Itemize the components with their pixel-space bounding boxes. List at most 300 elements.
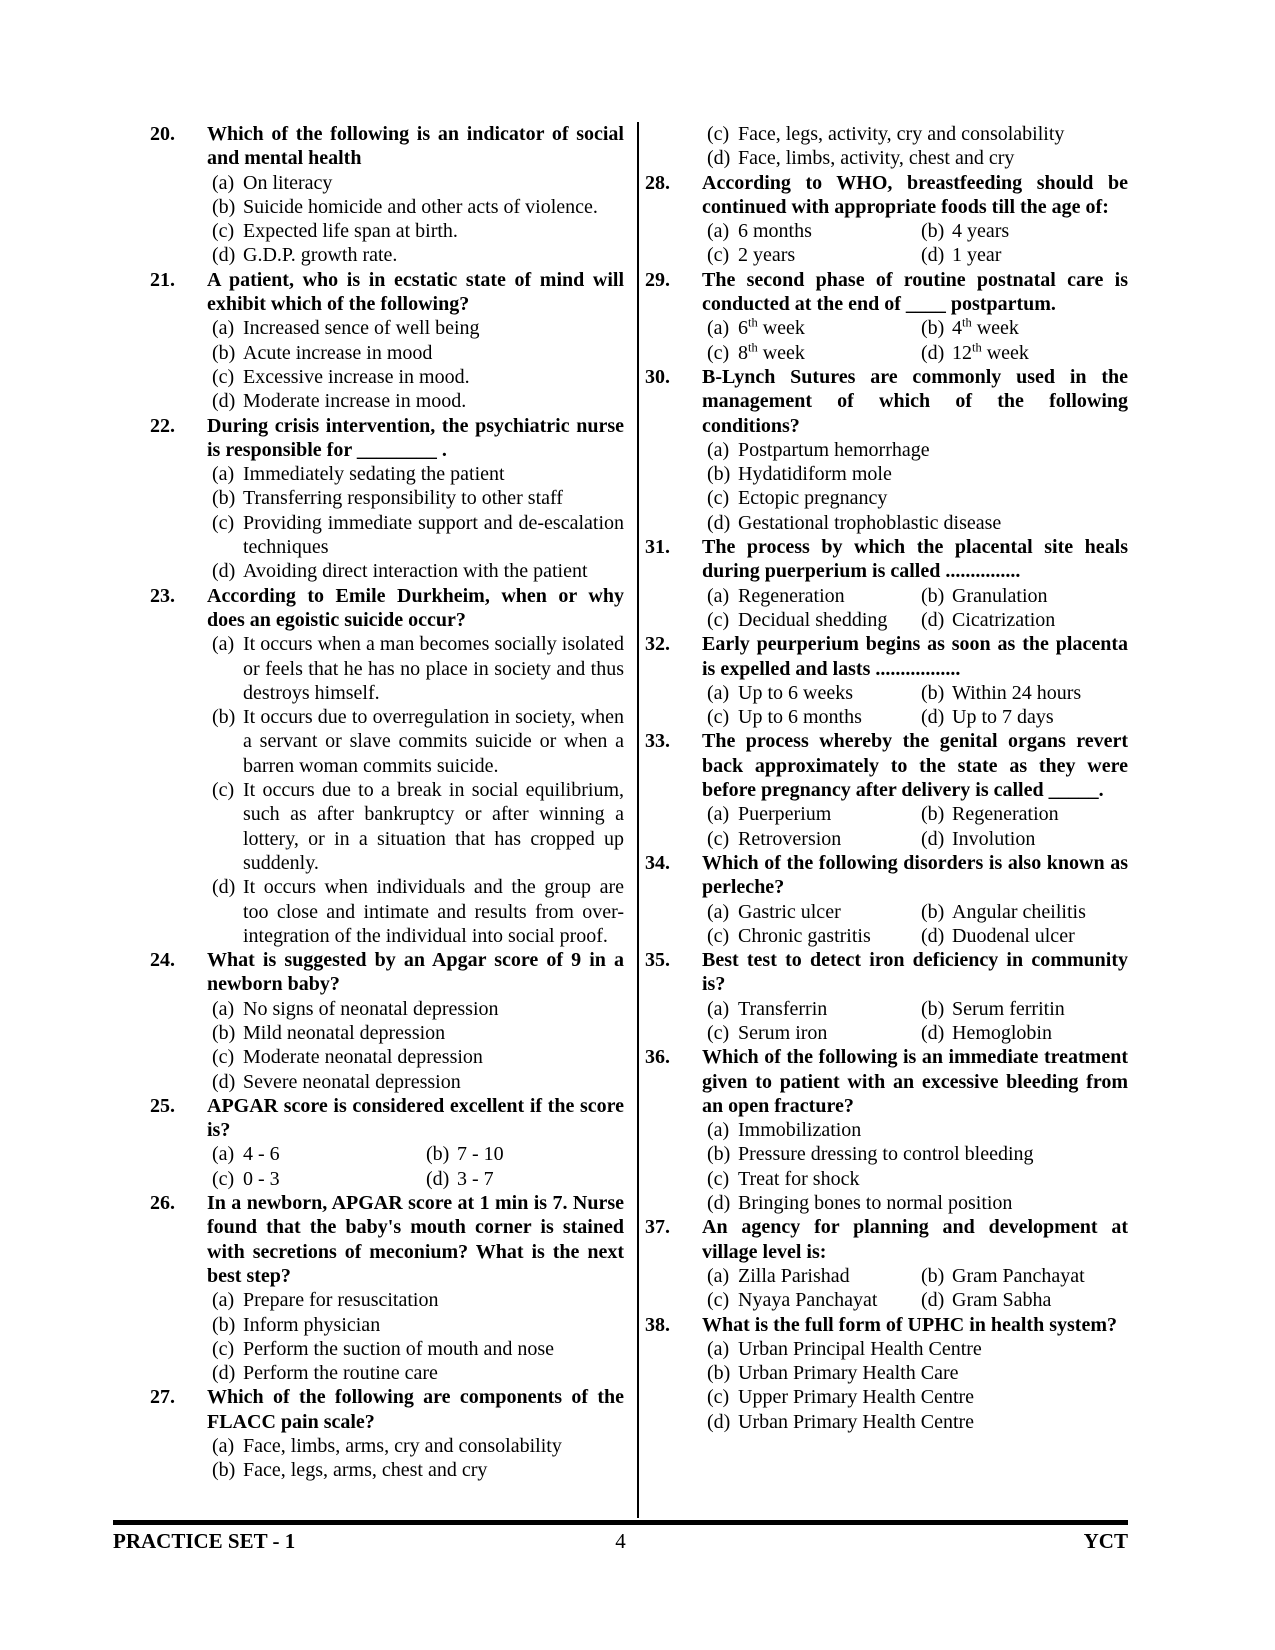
option-label: (a) (212, 463, 235, 486)
question (645, 729, 1128, 850)
option-text: Urban Principal Health Centre (738, 1337, 982, 1360)
option-label: (c) (707, 1021, 730, 1044)
question (645, 1045, 1128, 1215)
option-text: Cicatrization (952, 608, 1056, 631)
option-text: Excessive increase in mood. (243, 365, 470, 388)
option (212, 511, 624, 560)
option-text: Acute increase in mood (243, 341, 433, 364)
option (707, 1361, 1128, 1385)
option-label: (b) (212, 341, 236, 364)
option-text: Upper Primary Health Centre (738, 1386, 975, 1409)
option (707, 316, 921, 340)
option-label: (a) (707, 317, 730, 340)
question (150, 584, 624, 948)
question-text: Which of the following is an indicator of social and mental health (207, 123, 624, 170)
question-body (207, 268, 624, 414)
option (212, 486, 624, 510)
question-number: 28. (645, 171, 670, 194)
footer-page-number: 4 (615, 1529, 626, 1553)
option (212, 219, 624, 243)
option (212, 195, 624, 219)
question-number: 23. (150, 584, 175, 607)
option-text: Up to 6 weeks (738, 681, 853, 704)
option-label: (a) (707, 220, 730, 243)
options-list (207, 171, 624, 268)
options-list (702, 584, 1128, 633)
question-number: 35. (645, 949, 670, 972)
options-list (702, 900, 1128, 949)
option-text: Face, limbs, activity, chest and cry (738, 147, 1015, 170)
option-text: Increased sence of well being (243, 317, 480, 340)
question (645, 365, 1128, 535)
question-body (702, 1045, 1128, 1215)
option-text: Serum ferritin (952, 997, 1065, 1020)
question-text: During crisis intervention, the psychiatric nurse is responsible for ________ . (207, 414, 624, 461)
option-label: (b) (212, 195, 236, 218)
option-text: 1 year (952, 244, 1002, 267)
option (212, 389, 624, 413)
option-text: Decidual shedding (738, 608, 888, 631)
question-number: 29. (645, 268, 670, 291)
question-body (702, 851, 1128, 948)
option (707, 705, 921, 729)
option-label: (d) (707, 147, 731, 170)
question (645, 122, 1128, 171)
option-label: (c) (707, 608, 730, 631)
options-list (702, 681, 1128, 730)
option (921, 584, 1128, 608)
option-label: (c) (707, 244, 730, 267)
option-text: 3 - 7 (457, 1167, 494, 1190)
option-text: Granulation (952, 584, 1048, 607)
option-text: Mild neonatal depression (243, 1021, 446, 1044)
question (150, 948, 624, 1094)
option (707, 462, 1128, 486)
question (150, 1385, 624, 1482)
right-column (639, 122, 1128, 1518)
option-label: (d) (921, 244, 945, 267)
option-text: Providing immediate support and de-escalation techniques (243, 511, 624, 559)
question-text: Which of the following are components of the FLACC pain scale? (207, 1386, 624, 1433)
option-text: 7 - 10 (457, 1143, 504, 1166)
question-number: 34. (645, 851, 670, 874)
option (921, 802, 1128, 826)
option-label: (c) (707, 1289, 730, 1312)
option (707, 146, 1128, 170)
option-label: (d) (707, 1192, 731, 1215)
question-text: The process whereby the genital organs revert back approximately to the state as they were before pregnancy after delivery is called _____. (702, 730, 1128, 802)
option (707, 900, 921, 924)
option-text: Regeneration (738, 584, 845, 607)
option (212, 559, 624, 583)
question-text: An agency for planning and development at village level is: (702, 1216, 1128, 1263)
option-label: (c) (707, 487, 730, 510)
option-label: (d) (921, 1289, 945, 1312)
question-number: 37. (645, 1216, 670, 1239)
option (921, 827, 1128, 851)
question (645, 948, 1128, 1045)
options-list (207, 1142, 624, 1191)
question-text: B-Lynch Sutures are commonly used in the management of which of the following conditions? (702, 365, 1128, 437)
question (150, 1191, 624, 1385)
question (150, 414, 624, 584)
option-label: (c) (707, 341, 730, 364)
option-label: (a) (707, 803, 730, 826)
options-list (702, 802, 1128, 851)
options-list (702, 219, 1128, 268)
option-label: (c) (212, 1337, 235, 1360)
option-text: 4th week (952, 315, 1019, 340)
option-text: Perform the routine care (243, 1362, 438, 1385)
question-body (207, 122, 624, 268)
option-label: (a) (707, 1264, 730, 1287)
option (426, 1167, 624, 1191)
option-label: (b) (921, 681, 945, 704)
option-text: 2 years (738, 244, 796, 267)
options-list (702, 1337, 1128, 1434)
option-text: Expected life span at birth. (243, 220, 458, 243)
option-text: Gastric ulcer (738, 900, 841, 923)
option-text: It occurs when a man becomes socially isolated or feels that he has no place in society and thus destroys himself. (243, 633, 624, 704)
option-label: (a) (707, 900, 730, 923)
option-label: (d) (212, 390, 236, 413)
option-text: It occurs when individuals and the group are too close and intimate and results from over-integration of the individual into social proof. (243, 876, 624, 947)
option-label: (d) (212, 1070, 236, 1093)
option-label: (c) (212, 1167, 235, 1190)
option (707, 486, 1128, 510)
option-text: 4 years (952, 220, 1010, 243)
question-number: 33. (645, 730, 670, 753)
option-text: Duodenal ulcer (952, 924, 1075, 947)
question (645, 268, 1128, 365)
option-text: 0 - 3 (243, 1167, 280, 1190)
option-label: (c) (707, 1386, 730, 1409)
option-text: 8th week (738, 340, 805, 364)
option-label: (b) (426, 1143, 450, 1166)
option-text: Moderate increase in mood. (243, 390, 467, 413)
option (921, 1021, 1128, 1045)
option (921, 243, 1128, 267)
option-label: (d) (212, 560, 236, 583)
option (212, 1288, 624, 1312)
option-label: (c) (707, 123, 730, 145)
option-label: (d) (921, 608, 945, 631)
option-text: 6th week (738, 315, 805, 340)
option-text: Pressure dressing to control bleeding (738, 1143, 1034, 1166)
option (921, 924, 1128, 948)
option (921, 1264, 1128, 1288)
question-number: 24. (150, 949, 175, 972)
options-list (207, 997, 624, 1094)
option-text: G.D.P. growth rate. (243, 244, 398, 267)
option (707, 584, 921, 608)
options-list (702, 122, 1128, 171)
option (921, 997, 1128, 1021)
option-label: (b) (921, 1264, 945, 1287)
question-text: According to Emile Durkheim, when or why does an egoistic suicide occur? (207, 584, 624, 631)
question-number: 22. (150, 414, 175, 437)
question-body (702, 948, 1128, 1045)
question-text: Which of the following is an immediate treatment given to patient with an excessive bleeding from an open fracture? (702, 1046, 1128, 1117)
option (707, 1118, 1128, 1142)
question-number: 38. (645, 1313, 670, 1336)
question-number: 20. (150, 123, 175, 145)
option (212, 365, 624, 389)
option-label: (c) (707, 706, 730, 729)
options-list (207, 316, 624, 413)
option (212, 243, 624, 267)
options-list (207, 462, 624, 583)
option (707, 1021, 921, 1045)
question (645, 171, 1128, 268)
option-text: Angular cheilitis (952, 900, 1086, 923)
option-text: Nyaya Panchayat (738, 1289, 878, 1312)
question-body (207, 1094, 624, 1191)
option-text: Avoiding direct interaction with the patient (243, 560, 588, 583)
option (707, 1191, 1128, 1215)
option (212, 1458, 624, 1482)
options-list (702, 997, 1128, 1046)
option-text: Transferring responsibility to other staff (243, 487, 563, 510)
option-label: (a) (707, 1337, 730, 1360)
question-body (702, 122, 1128, 171)
option-text: Serum iron (738, 1021, 828, 1044)
option (707, 997, 921, 1021)
option-label: (d) (212, 876, 236, 899)
option (921, 341, 1128, 365)
option-label: (b) (707, 463, 731, 486)
question-body (702, 1215, 1128, 1312)
question-body (207, 1385, 624, 1482)
option-label: (c) (707, 1167, 730, 1190)
option-text: Postpartum hemorrhage (738, 438, 930, 461)
option-label: (c) (707, 827, 730, 850)
option-text: Within 24 hours (952, 681, 1082, 704)
option (707, 1288, 921, 1312)
option-label: (a) (707, 438, 730, 461)
option-text: Puerperium (738, 803, 832, 826)
option-text: Up to 6 months (738, 706, 862, 729)
option-label: (b) (921, 317, 945, 340)
options-list (207, 1288, 624, 1385)
option-label: (c) (212, 1046, 235, 1069)
question-text: The second phase of routine postnatal care is conducted at the end of ____ postpartum. (702, 268, 1128, 316)
question-columns (113, 122, 1128, 1518)
option-text: Moderate neonatal depression (243, 1046, 483, 1069)
option-text: Gram Sabha (952, 1289, 1052, 1312)
option-label: (d) (921, 924, 945, 947)
option-text: Severe neonatal depression (243, 1070, 461, 1093)
option (707, 243, 921, 267)
option-text: Retroversion (738, 827, 842, 850)
option-text: Immediately sedating the patient (243, 463, 505, 486)
question-text: What is the full form of UPHC in health system? (702, 1313, 1117, 1336)
question-body (702, 268, 1128, 365)
option-label: (c) (212, 779, 235, 802)
option-label: (c) (212, 511, 235, 534)
option (212, 1434, 624, 1458)
option (707, 511, 1128, 535)
option (212, 1167, 426, 1191)
question-body (207, 414, 624, 584)
question-body (702, 535, 1128, 632)
question-number: 31. (645, 536, 670, 559)
option-label: (a) (212, 1143, 235, 1166)
option (212, 1070, 624, 1094)
option-label: (a) (707, 1119, 730, 1142)
option (707, 681, 921, 705)
option-text: Prepare for resuscitation (243, 1289, 439, 1312)
option (212, 462, 624, 486)
option (426, 1142, 624, 1166)
option (921, 900, 1128, 924)
option-text: Ectopic pregnancy (738, 487, 888, 510)
option-label: (d) (212, 244, 236, 267)
question (150, 1094, 624, 1191)
question-body (207, 948, 624, 1094)
option-label: (b) (921, 584, 945, 607)
option-text: No signs of neonatal depression (243, 997, 499, 1020)
option (212, 1361, 624, 1385)
option (921, 316, 1128, 340)
question-text: Best test to detect iron deficiency in community is? (702, 949, 1128, 996)
option (921, 681, 1128, 705)
option (212, 1045, 624, 1069)
option-text: On literacy (243, 171, 333, 194)
option (212, 705, 624, 778)
option (707, 1167, 1128, 1191)
question-body (702, 1313, 1128, 1434)
option (921, 219, 1128, 243)
option-label: (d) (212, 1362, 236, 1385)
option-label: (a) (212, 997, 235, 1020)
question-text: Which of the following disorders is also known as perleche? (702, 851, 1128, 899)
option-text: Gram Panchayat (952, 1264, 1085, 1287)
footer-publisher-label: YCT (1083, 1529, 1128, 1553)
option-text: Bringing bones to normal position (738, 1192, 1013, 1215)
option-text: Urban Primary Health Care (738, 1362, 959, 1385)
option (212, 632, 624, 705)
option (212, 778, 624, 875)
option-text: Chronic gastritis (738, 924, 871, 947)
question-number (645, 122, 702, 171)
option-text: It occurs due to a break in social equilibrium, such as after bankruptcy or after winning a lottery, or in a situation that has cropped up suddenly. (243, 779, 624, 874)
option (707, 1264, 921, 1288)
question (645, 535, 1128, 632)
option-text: Up to 7 days (952, 706, 1054, 729)
question-body (207, 1191, 624, 1385)
option (707, 1337, 1128, 1361)
option (212, 1142, 426, 1166)
options-list (702, 438, 1128, 535)
option (707, 827, 921, 851)
option-text: Gestational trophoblastic disease (738, 511, 1002, 534)
option-label: (b) (921, 803, 945, 826)
question-text: In a newborn, APGAR score at 1 min is 7. Nurse found that the baby's mouth corner is stained with secretions of meconium? What is the next best step? (207, 1192, 624, 1287)
option-text: 4 - 6 (243, 1143, 280, 1166)
option-label: (a) (212, 171, 235, 194)
option-text: 6 months (738, 220, 812, 243)
question-body (702, 365, 1128, 535)
option-label: (a) (212, 633, 235, 656)
option (707, 1410, 1128, 1434)
question (645, 632, 1128, 729)
question-text: The process by which the placental site heals during puerperium is called ............... (702, 536, 1128, 583)
option (212, 1337, 624, 1361)
option-text: Zilla Parishad (738, 1264, 850, 1287)
left-column (113, 122, 637, 1518)
option (707, 219, 921, 243)
options-list (207, 632, 624, 948)
option (707, 924, 921, 948)
option-text: Hydatidiform mole (738, 463, 892, 486)
option-label: (d) (707, 1410, 731, 1433)
option-label: (b) (212, 1021, 236, 1044)
question (645, 1215, 1128, 1312)
option-label: (b) (707, 1362, 731, 1385)
options-list (702, 316, 1128, 365)
question (645, 851, 1128, 948)
option-label: (c) (707, 924, 730, 947)
option-label: (b) (212, 706, 236, 729)
option-text: Involution (952, 827, 1036, 850)
question-text: According to WHO, breastfeeding should be continued with appropriate foods till the age of: (702, 171, 1128, 218)
option (212, 316, 624, 340)
question-body (702, 729, 1128, 850)
footer-rule (113, 1520, 1128, 1525)
option (707, 122, 1128, 146)
option-label: (b) (921, 997, 945, 1020)
question-number: 36. (645, 1046, 670, 1069)
question (150, 268, 624, 414)
option-text: Inform physician (243, 1313, 381, 1336)
question-body (702, 632, 1128, 729)
option-text: Urban Primary Health Centre (738, 1410, 975, 1433)
option-label: (d) (921, 706, 945, 729)
option-label: (b) (707, 1143, 731, 1166)
question-body (702, 171, 1128, 268)
question-number: 21. (150, 268, 175, 291)
option-text: Regeneration (952, 803, 1059, 826)
option (707, 802, 921, 826)
option (212, 1313, 624, 1337)
option (212, 341, 624, 365)
option-label: (a) (707, 681, 730, 704)
options-list (702, 1264, 1128, 1313)
option (921, 705, 1128, 729)
option-text: 12th week (952, 340, 1029, 364)
option-label: (b) (212, 1313, 236, 1336)
question-number: 30. (645, 365, 670, 388)
option (212, 875, 624, 948)
question-text: Early peurperium begins as soon as the placenta is expelled and lasts ................. (702, 633, 1128, 680)
option-label: (a) (212, 1435, 235, 1458)
question (150, 122, 624, 268)
option-label: (b) (921, 900, 945, 923)
option-text: Hemoglobin (952, 1021, 1052, 1044)
option-label: (a) (212, 1289, 235, 1312)
page-footer (113, 1529, 1128, 1553)
option-label: (d) (921, 341, 945, 364)
question-text: A patient, who is in ecstatic state of mind will exhibit which of the following? (207, 268, 624, 316)
option-text: Suicide homicide and other acts of violence. (243, 195, 598, 218)
question (645, 1313, 1128, 1434)
question-body (207, 584, 624, 948)
option (212, 1021, 624, 1045)
option-text: Face, legs, activity, cry and consolability (738, 123, 1065, 145)
option (212, 997, 624, 1021)
option-label: (c) (212, 365, 235, 388)
